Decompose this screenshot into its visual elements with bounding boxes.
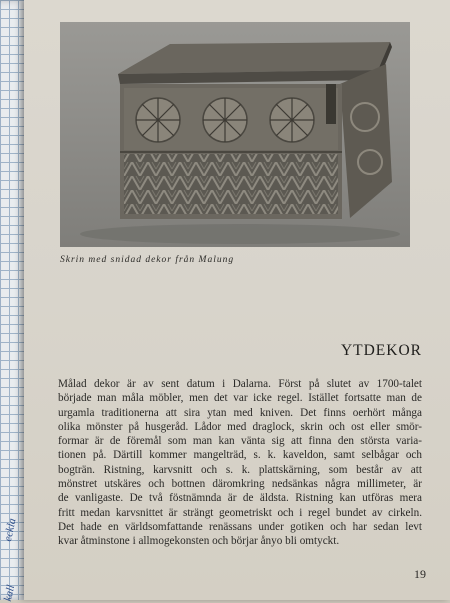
book-page	[24, 0, 450, 600]
text-line: de vanligaste. De två föstnämnda är de äldsta. Ristning kan utföras mera	[58, 492, 422, 505]
text-line: urgamla traditionerna att sira ytan med kniven. Det finns oerhört många	[58, 406, 422, 419]
text-line: formar är de föremål som man kan vänta sig att finna den största varia-	[58, 435, 422, 448]
photo-caption: Skrin med snidad dekor från Malung	[60, 255, 235, 265]
left-page-handwriting: kall	[2, 583, 18, 603]
text-line: olika mönster på husgeråd. Lådor med draglock, skrin och ost eller smör-	[58, 420, 422, 433]
page-number: 19	[414, 567, 426, 581]
text-line: tionen på. Därtill kommer mangelträd, s. k. kaveldon, samt selbågar och	[58, 449, 422, 462]
text-line: bogträn. Ristning, karvsnitt och s. k. plattskärning, som består av att	[58, 463, 422, 476]
left-page-handwriting: eckla	[2, 517, 19, 543]
text-line: Målad dekor är av sent datum i Dalarna. Först på slutet av 1700-talet	[58, 378, 422, 390]
text-line: kvar åtminstone i allmogekonsten och börjar ånyo bli omtyckt.	[58, 535, 340, 548]
section-heading: YTDEKOR	[340, 342, 422, 359]
body-paragraph	[58, 377, 422, 549]
text-line: mönstret utskäres och bottnen däromkring nedsänkas några millimeter, är	[58, 478, 422, 491]
carved-box-image	[60, 22, 410, 247]
text-line: började man måla möbler, men det var icke regel. Istället fortsatte man de	[58, 392, 422, 405]
text-line: Det hade en världsomfattande renässans under gotiken och har sedan levt	[58, 520, 422, 533]
text-line: fritt medan karvsnittet är strängt geometriskt och i regel bundet av cirkeln.	[58, 506, 422, 519]
box-photo	[60, 22, 410, 247]
